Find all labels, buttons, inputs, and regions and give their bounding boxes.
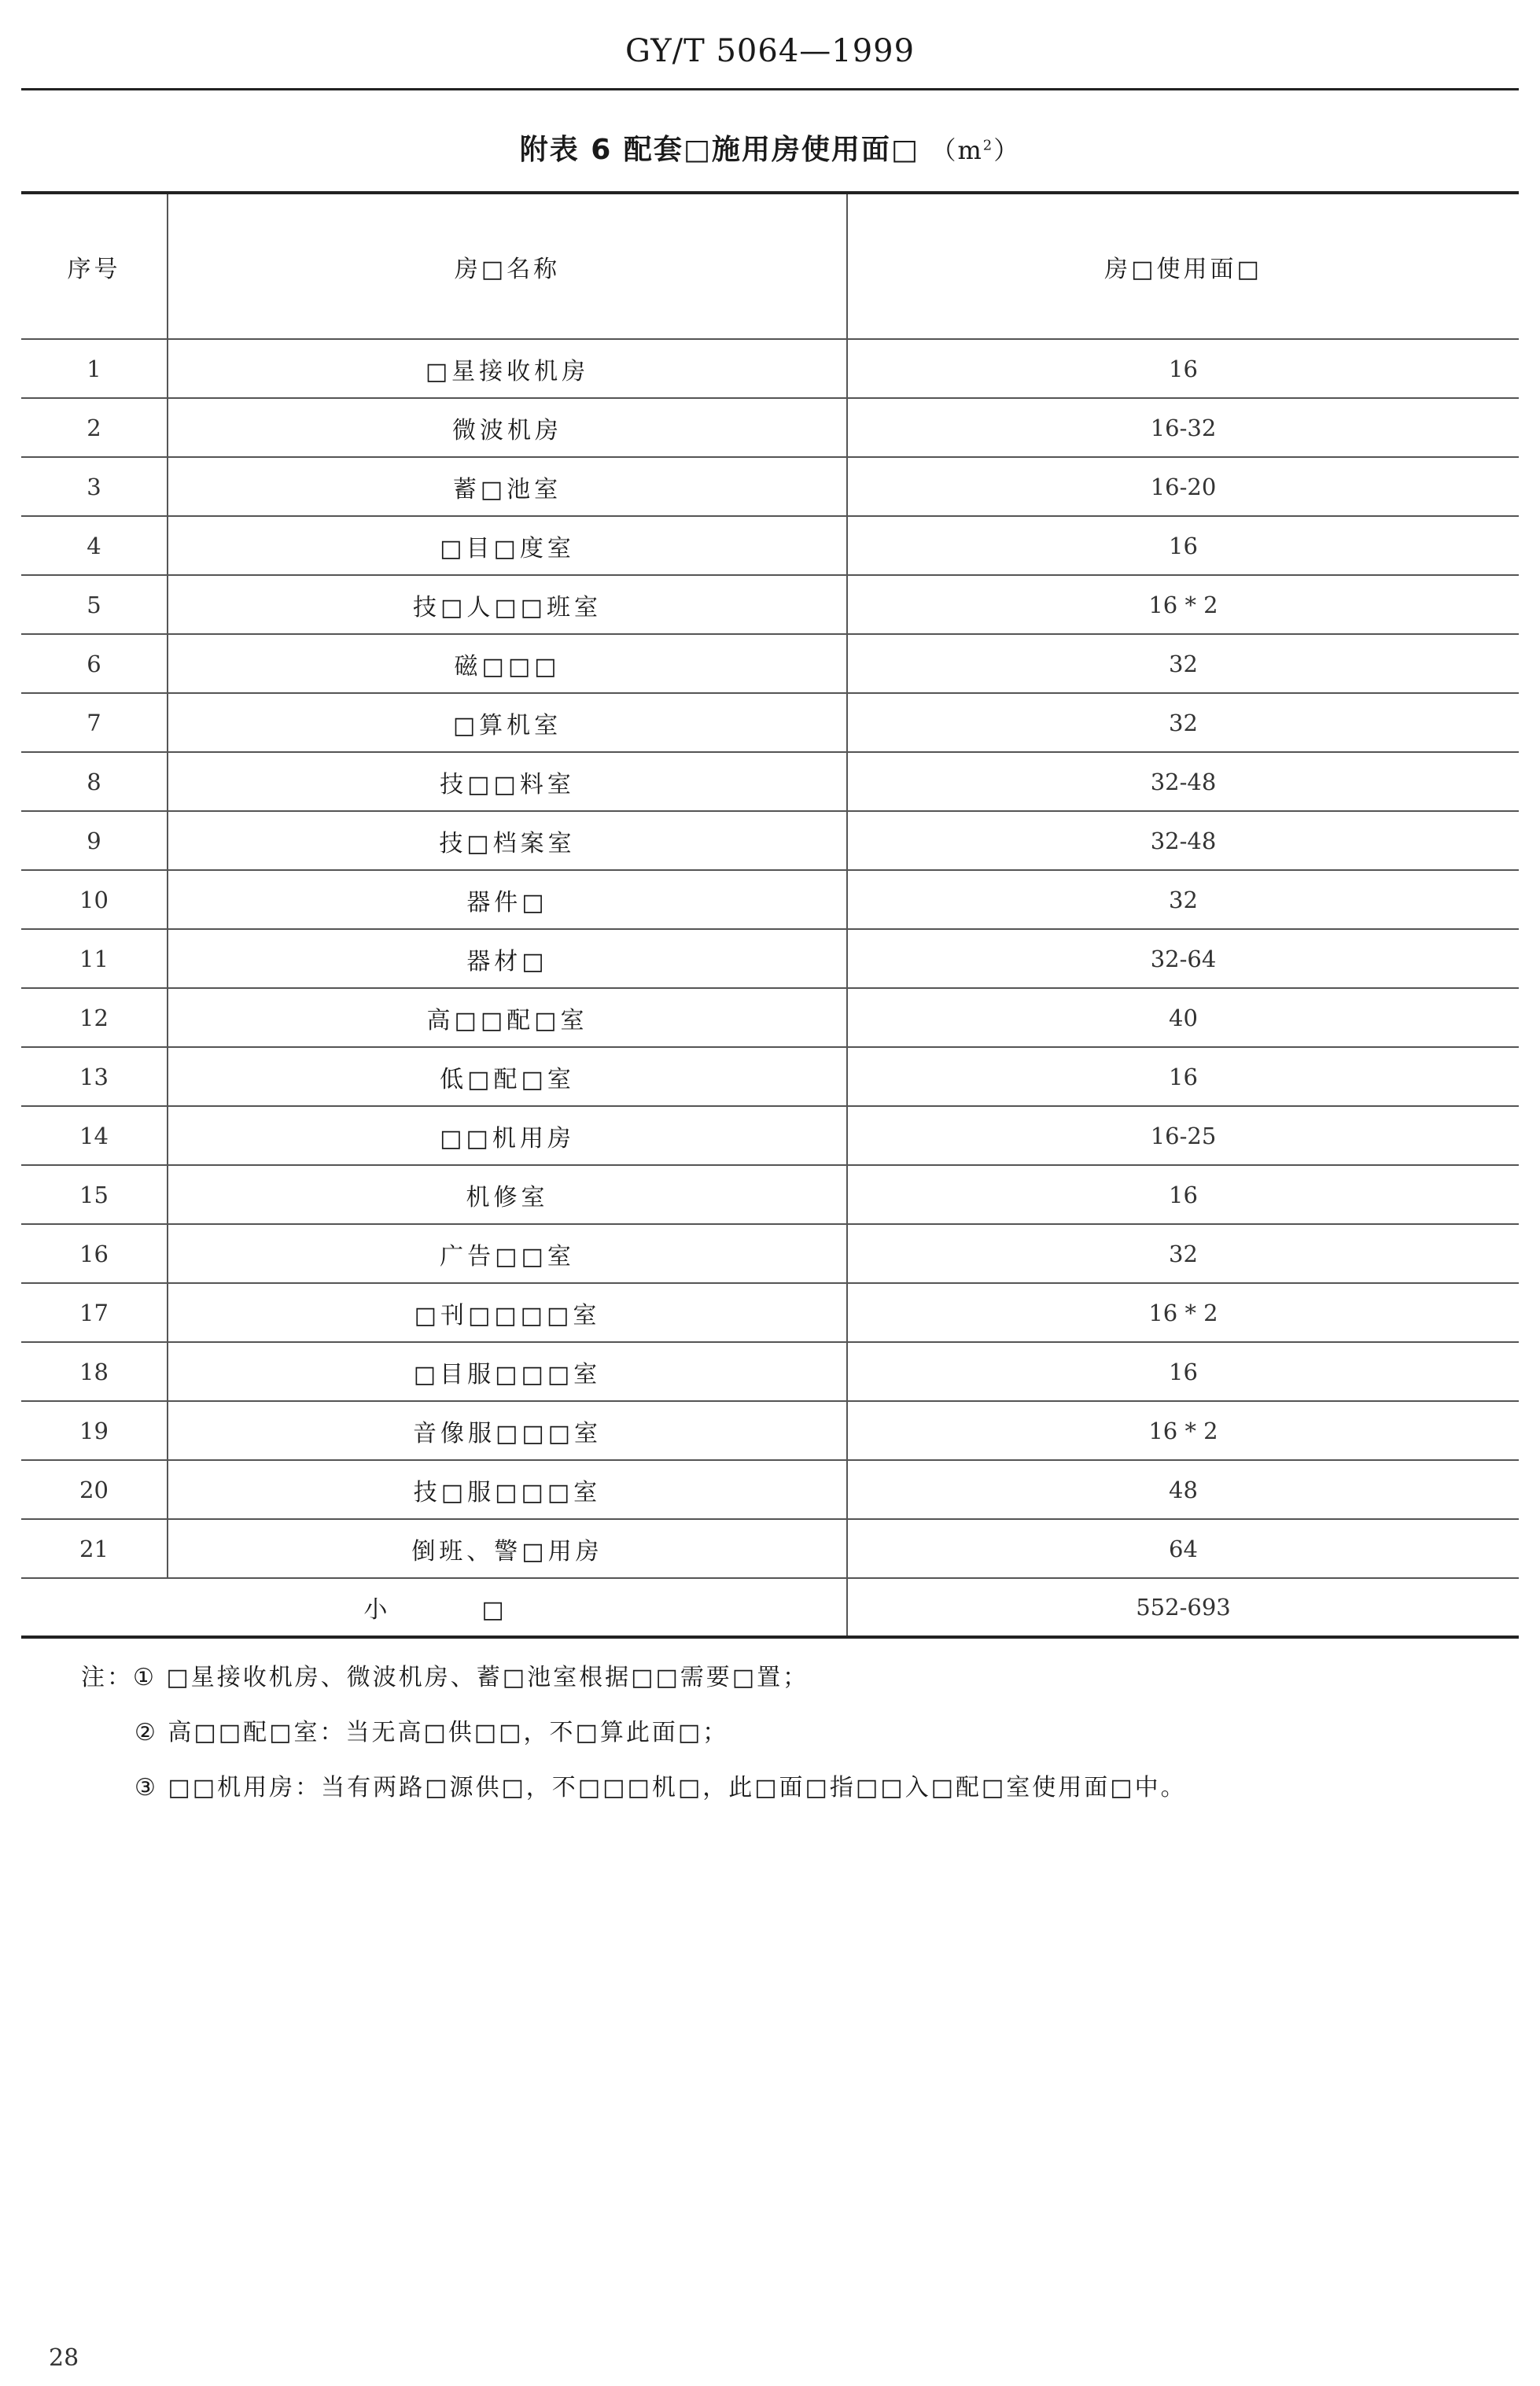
room-name: 技□档案室 (168, 811, 847, 870)
room-name: 器材□ (168, 929, 847, 988)
row-number: 8 (21, 752, 168, 811)
room-area: 16 * 2 (847, 575, 1519, 634)
room-name: 高□□配□室 (168, 988, 847, 1047)
header-rule (21, 88, 1519, 90)
room-area: 16-20 (847, 457, 1519, 516)
room-name: □星接收机房 (168, 339, 847, 398)
unit-base: （m (930, 135, 983, 165)
table-row (21, 1401, 1519, 1460)
table-row (21, 398, 1519, 457)
table-row (21, 634, 1519, 693)
notes (81, 1658, 1187, 1824)
table-row (21, 752, 1519, 811)
column-header-room-area: 房□使用面□ (847, 193, 1519, 339)
note-2: ② 高□□配□室：当无高□供□□，不□算此面□； (134, 1719, 729, 1746)
room-name: 倒班、警□用房 (168, 1519, 847, 1578)
table-title-unit (930, 135, 1020, 165)
table-row (21, 339, 1519, 398)
row-number: 11 (21, 929, 168, 988)
room-area: 16-32 (847, 398, 1519, 457)
row-number: 12 (21, 988, 168, 1047)
table-row (21, 929, 1519, 988)
page-number: 28 (49, 2344, 79, 2372)
room-area: 32 (847, 1224, 1519, 1283)
table-row (21, 1106, 1519, 1165)
row-number: 10 (21, 870, 168, 929)
room-name: 技□□料室 (168, 752, 847, 811)
room-name: □算机室 (168, 693, 847, 752)
row-number: 9 (21, 811, 168, 870)
subtotal-label-a: 小 (363, 1596, 388, 1624)
unit-exponent: 2 (982, 137, 994, 154)
row-number: 6 (21, 634, 168, 693)
note-1: 注：① □星接收机房、微波机房、蓄□池室根据□□需要□置； (81, 1664, 809, 1691)
room-name: 磁□□□ (168, 634, 847, 693)
row-number: 13 (21, 1047, 168, 1106)
subtotal-value: 552-693 (847, 1578, 1519, 1637)
room-area: 16 * 2 (847, 1401, 1519, 1460)
table-row (21, 1165, 1519, 1224)
table-row (21, 516, 1519, 575)
room-area: 16 * 2 (847, 1283, 1519, 1342)
table-row (21, 575, 1519, 634)
room-area: 16-25 (847, 1106, 1519, 1165)
row-number: 17 (21, 1283, 168, 1342)
room-name: 音像服□□□室 (168, 1401, 847, 1460)
room-area: 32-48 (847, 811, 1519, 870)
room-name: 低□配□室 (168, 1047, 847, 1106)
table-row (21, 1047, 1519, 1106)
subtotal-row (21, 1578, 1519, 1637)
room-name: □目□度室 (168, 516, 847, 575)
table-row (21, 693, 1519, 752)
room-name: 蓄□池室 (168, 457, 847, 516)
room-area: 16 (847, 1165, 1519, 1224)
row-number: 14 (21, 1106, 168, 1165)
table-title-text: 附表 6 配套□施用房使用面□ (519, 134, 919, 166)
row-number: 2 (21, 398, 168, 457)
note-3: ③ □□机用房：当有两路□源供□，不□□□机□，此□面□指□□入□配□室使用面□中。 (134, 1774, 1187, 1801)
room-area: 64 (847, 1519, 1519, 1578)
table-row (21, 1283, 1519, 1342)
row-number: 7 (21, 693, 168, 752)
room-area-table (21, 191, 1519, 1639)
room-name: 机修室 (168, 1165, 847, 1224)
room-name: 技□服□□□室 (168, 1460, 847, 1519)
row-number: 5 (21, 575, 168, 634)
room-name: 技□人□□班室 (168, 575, 847, 634)
row-number: 18 (21, 1342, 168, 1401)
room-area: 48 (847, 1460, 1519, 1519)
room-area: 32-64 (847, 929, 1519, 988)
table-row (21, 457, 1519, 516)
row-number: 16 (21, 1224, 168, 1283)
room-name: 微波机房 (168, 398, 847, 457)
standard-code: GY/T 5064—1999 (624, 33, 916, 69)
table-row (21, 1342, 1519, 1401)
row-number: 15 (21, 1165, 168, 1224)
table-row (21, 1460, 1519, 1519)
room-area: 16 (847, 339, 1519, 398)
table-body (21, 339, 1519, 1637)
table-row (21, 1224, 1519, 1283)
unit-close: ） (993, 135, 1021, 165)
row-number: 3 (21, 457, 168, 516)
room-area: 16 (847, 1342, 1519, 1401)
room-name: □目服□□□室 (168, 1342, 847, 1401)
subtotal-label-b: □ (481, 1596, 504, 1624)
row-number: 1 (21, 339, 168, 398)
row-number: 19 (21, 1401, 168, 1460)
room-area: 16 (847, 1047, 1519, 1106)
room-name: □刊□□□□室 (168, 1283, 847, 1342)
room-area: 32 (847, 693, 1519, 752)
subtotal-label (21, 1578, 847, 1637)
column-header-number: 序号 (21, 193, 168, 339)
table-row (21, 1519, 1519, 1578)
room-name: 器件□ (168, 870, 847, 929)
row-number: 21 (21, 1519, 168, 1578)
table-header-row (21, 193, 1519, 339)
room-area: 32-48 (847, 752, 1519, 811)
room-area: 32 (847, 870, 1519, 929)
room-name: □□机用房 (168, 1106, 847, 1165)
room-area: 32 (847, 634, 1519, 693)
room-area: 40 (847, 988, 1519, 1047)
table-row (21, 988, 1519, 1047)
room-area: 16 (847, 516, 1519, 575)
table-title (0, 127, 1540, 168)
column-header-room-name: 房□名称 (168, 193, 847, 339)
row-number: 20 (21, 1460, 168, 1519)
room-name: 广告□□室 (168, 1224, 847, 1283)
table-row (21, 870, 1519, 929)
row-number: 4 (21, 516, 168, 575)
table-row (21, 811, 1519, 870)
